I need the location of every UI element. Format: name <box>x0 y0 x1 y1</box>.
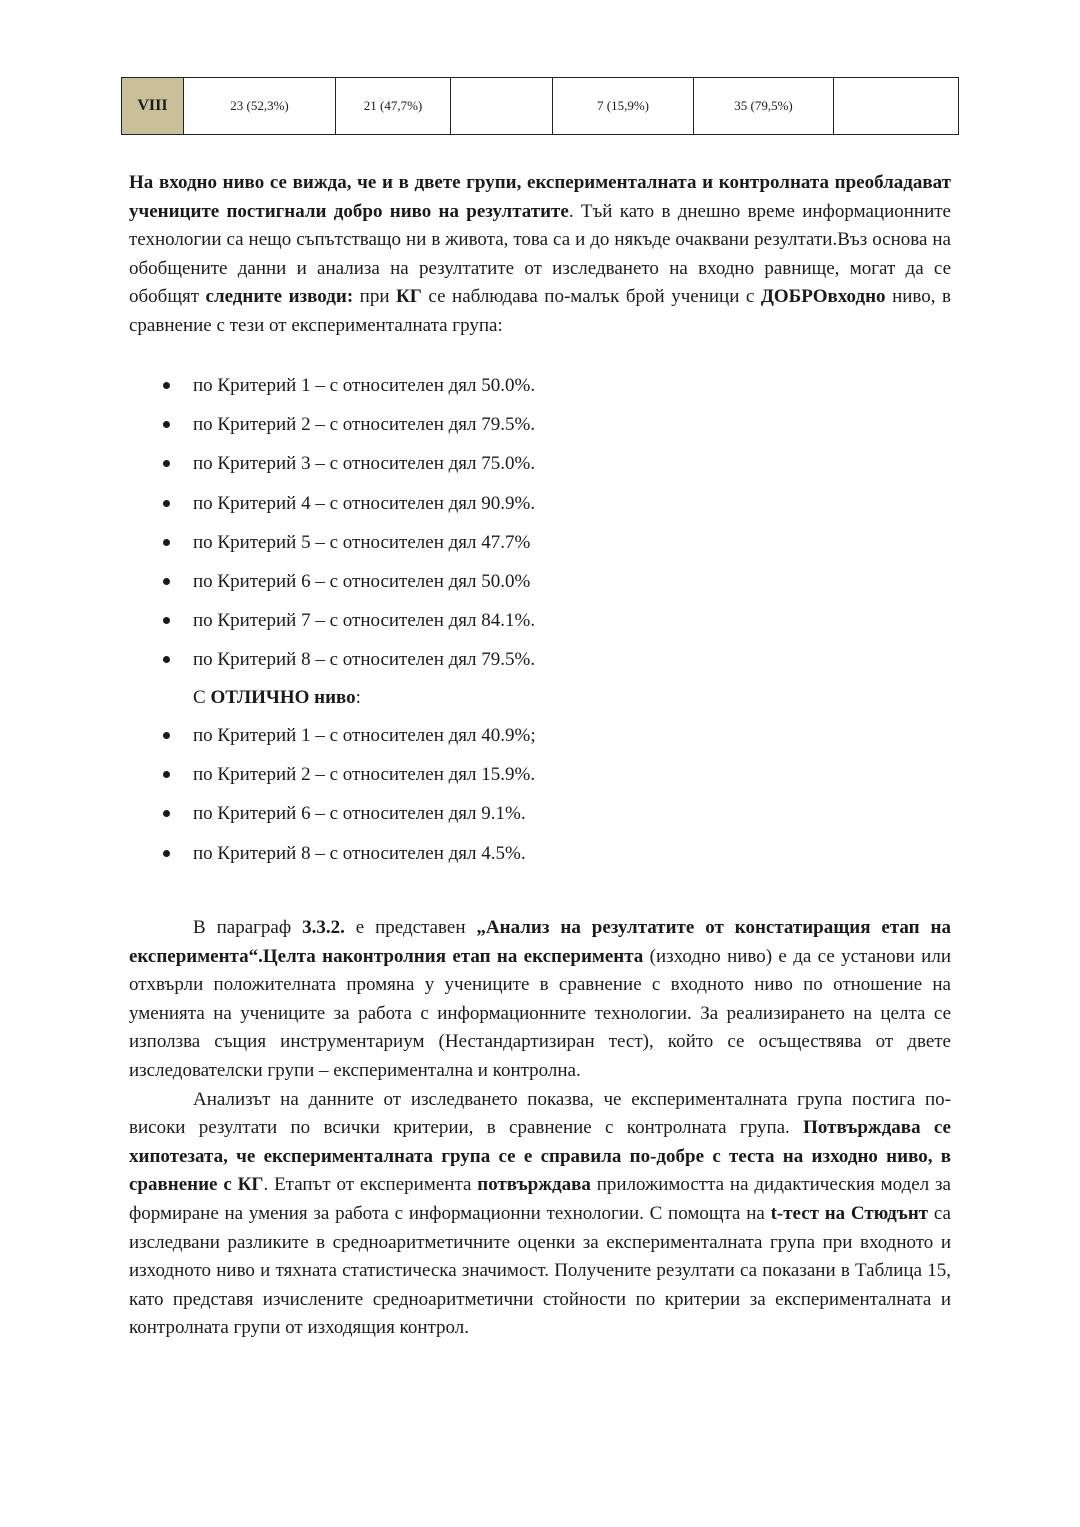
excellent-heading-bold: ОТЛИЧНО ниво <box>210 687 356 708</box>
conclusion-bold-3: t-тест на Стюдънт <box>770 1202 929 1224</box>
list-item: по Критерий 1 – с относителен дял 50.0%. <box>129 372 951 411</box>
list-item: по Критерий 8 – с относителен дял 4.5%. <box>129 840 951 879</box>
intro-text-1: . Тъй като в днешно време информационните технологии са нещо съпътстващо ни в живота, това са и до някъде очаквани резултати.Въз основа на обобщените данни и анализа на резултатите от изследването на входно равнище, могат да се обобщят <box>129 200 951 308</box>
conclusion-text-1: Анализът на данните от изследването показва, че експерименталната група постига по-високи резултати по всички критерии, в сравнение с контролната група. <box>129 1088 951 1139</box>
intro-text-4: ниво, в сравнение с тези от експерименталната група: <box>129 286 951 336</box>
analysis-text-2: е представен <box>344 917 477 938</box>
list-item: по Критерий 4 – с относителен дял 90.9%. <box>129 490 951 529</box>
table-cell: 23 (52,3%) <box>184 78 336 135</box>
list-item: по Критерий 8 – с относителен дял 79.5%. <box>129 646 951 685</box>
row-label-cell: VIII <box>122 78 184 135</box>
list-item: по Критерий 2 – с относителен дял 15.9%. <box>129 761 951 800</box>
list-item: по Критерий 2 – с относителен дял 79.5%. <box>129 411 951 450</box>
conclusion-bold-1: Потвърждава се хипотезата, че експерименталната група се е справила по-добре с теста на изходно ниво, в сравнение с КГ <box>129 1117 951 1196</box>
excellent-level-list <box>129 722 951 879</box>
conclusion-text-4: са изследвани разликите в средноаритметичните оценки за експерименталната група при входното и изходното ниво и тяхната статистическа значимост. Получените резултати са показани в Таблица 15, като представя изчислените средноаритметични стойности по критерии за експерименталната и контролната групи от изходящия контрол. <box>129 1202 951 1339</box>
analysis-bold-2: „Анализ на резултатите от констатиращия етап на експеримента“.Целта наконтролния етап на експеримента <box>129 917 951 967</box>
conclusion-text-2: . Етапът от експеримента <box>263 1174 478 1196</box>
conclusion-bold-2: потвърждава <box>477 1174 591 1196</box>
excellent-heading-pre: С <box>193 687 211 708</box>
list-item: по Критерий 6 – с относителен дял 9.1%. <box>129 800 951 839</box>
table-cell: 7 (15,9%) <box>553 78 694 135</box>
intro-bold-2: КГ <box>396 286 422 308</box>
paragraph-analysis <box>129 914 951 1343</box>
table-cell <box>451 78 553 135</box>
list-item: по Критерий 6 – с относителен дял 50.0% <box>129 568 951 607</box>
intro-text-3: се наблюдава по-малък брой ученици с <box>421 286 761 308</box>
intro-bold-3: ДОБРОвходно <box>760 286 886 308</box>
intro-bold-1: следните изводи: <box>205 286 354 308</box>
list-item: по Критерий 5 – с относителен дял 47.7% <box>129 529 951 568</box>
analysis-bold-1: 3.3.2. <box>302 917 345 938</box>
analysis-text-1: В параграф <box>193 917 303 938</box>
list-item: по Критерий 3 – с относителен дял 75.0%. <box>129 450 951 489</box>
conclusion-text-3: приложимостта на дидактическия модел за формиране на умения за работа с информационни технологии. С помощта на <box>129 1174 951 1224</box>
intro-text-2: при <box>353 286 397 308</box>
excellent-heading <box>193 684 361 712</box>
good-level-list <box>129 372 951 686</box>
analysis-text-3: (изходно ниво) е да се установи или отхвърли положителната промяна у учениците в сравнение с входното ниво по отношение на уменията на учениците за работа с информационните технологии. За реализирането на целта се използва същия инструментариум (Нестандартизиран тест), който се осъществява от двете изследователски групи – експериментална и контролна. <box>129 945 951 1081</box>
results-table <box>121 77 959 135</box>
paragraph-intro <box>129 169 951 341</box>
table-cell: 21 (47,7%) <box>336 78 451 135</box>
table-cell: 35 (79,5%) <box>694 78 834 135</box>
table-row <box>122 78 959 135</box>
excellent-heading-post: : <box>355 687 361 708</box>
list-item: по Критерий 1 – с относителен дял 40.9%; <box>129 722 951 761</box>
table-cell <box>834 78 959 135</box>
intro-bold-lead: На входно ниво се вижда, че и в двете групи, експерименталната и контролната преобладават учениците постигнали добро ниво на резултатите <box>129 172 951 222</box>
list-item: по Критерий 7 – с относителен дял 84.1%. <box>129 607 951 646</box>
